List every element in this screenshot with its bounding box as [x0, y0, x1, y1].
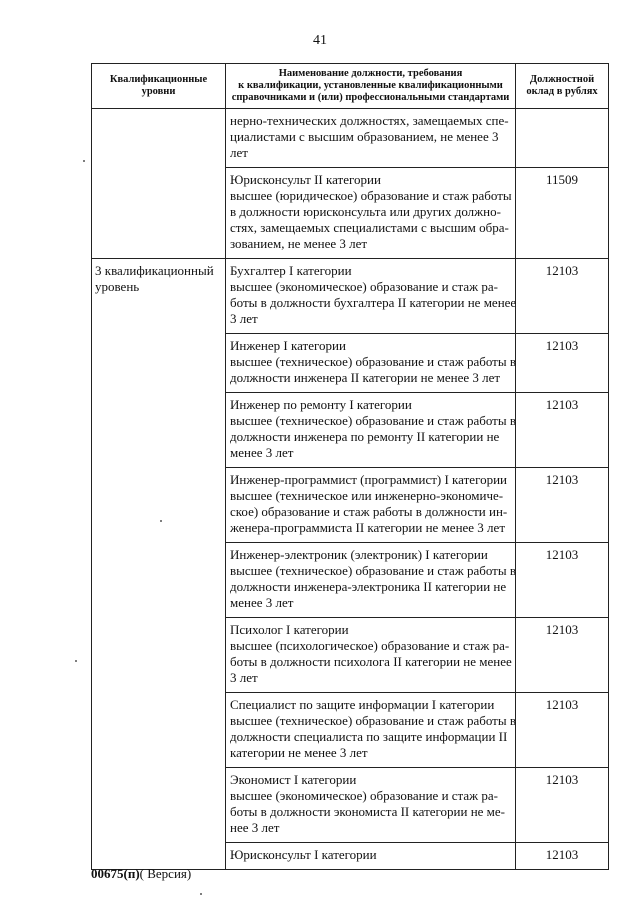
- table-row: [92, 109, 609, 168]
- position-title: Экономист I категории: [230, 772, 357, 788]
- position-title: Юрисконсульт I категории: [230, 847, 377, 863]
- document-code: 00675(п): [91, 866, 140, 881]
- salary-cell: 12103: [516, 543, 609, 618]
- position-title: Психолог I категории: [230, 622, 349, 638]
- position-description-cell: [226, 393, 516, 468]
- description-line: должности инженера-электроника II категории не: [230, 579, 507, 595]
- description-line: ское) образование и стаж работы в должности ин-: [230, 504, 508, 520]
- description-line: высшее (юридическое) образование и стаж работы: [230, 188, 512, 204]
- description-line: должности специалиста по защите информации II: [230, 729, 508, 745]
- description-line: высшее (техническое) образование и стаж работы в: [230, 563, 516, 579]
- description-line: стях, замещаемых специалистами с высшим обра-: [230, 220, 509, 236]
- salary-cell: 12103: [516, 693, 609, 768]
- salary-cell: 12103: [516, 618, 609, 693]
- description-line: должности инженера по ремонту II категории не: [230, 429, 500, 445]
- position-description-cell: [226, 618, 516, 693]
- position-title: Юрисконсульт II категории: [230, 172, 381, 188]
- table-row: [92, 259, 609, 334]
- salary-cell: 12103: [516, 259, 609, 334]
- salary-cell: 12103: [516, 843, 609, 870]
- description-line: боты в должности психолога II категории не менее: [230, 654, 512, 670]
- level-line: уровень: [95, 279, 140, 295]
- description-line: боты в должности бухгалтера II категории не менее: [230, 295, 517, 311]
- position-description-cell: [226, 168, 516, 259]
- description-line: высшее (техническое) образование и стаж работы в: [230, 413, 516, 429]
- header-salary: [516, 64, 609, 109]
- position-description-cell: [226, 334, 516, 393]
- description-line: циалистами с высшим образованием, не менее 3: [230, 129, 499, 145]
- table-header-row: [92, 64, 609, 109]
- header-line: уровни: [141, 86, 176, 98]
- header-line: Наименование должности, требования: [278, 68, 463, 79]
- header-line: к квалификации, установленные квалификационными: [238, 80, 503, 92]
- header-line: Квалификационные: [109, 74, 208, 86]
- salary-cell: 12103: [516, 768, 609, 843]
- description-line: нерно-технических должностях, замещаемых спе-: [230, 113, 509, 129]
- document-footer: [91, 866, 191, 882]
- description-line: менее 3 лет: [230, 445, 294, 461]
- header-line: Должностной: [529, 74, 595, 86]
- position-description-cell: [226, 543, 516, 618]
- position-title: Бухгалтер I категории: [230, 263, 352, 279]
- description-line: зованием, не менее 3 лет: [230, 236, 368, 252]
- position-description-cell: [226, 693, 516, 768]
- document-version: ( Версия): [139, 866, 192, 881]
- salary-cell: 12103: [516, 393, 609, 468]
- description-line: высшее (экономическое) образование и стаж ра-: [230, 279, 498, 295]
- page-number: 41: [313, 33, 327, 48]
- description-line: высшее (экономическое) образование и стаж ра-: [230, 788, 498, 804]
- qualification-level-cell: [92, 259, 226, 870]
- position-description-cell: [226, 259, 516, 334]
- position-description-cell: [226, 468, 516, 543]
- position-title: Специалист по защите информации I категории: [230, 697, 495, 713]
- position-title: Инженер-электроник (электроник) I категории: [230, 547, 488, 563]
- description-line: высшее (техническое или инженерно-экономиче-: [230, 488, 504, 504]
- scan-speck: [75, 660, 77, 662]
- description-line: менее 3 лет: [230, 595, 294, 611]
- salary-cell: [516, 109, 609, 168]
- description-line: женера-программиста II категории не менее 3 лет: [230, 520, 505, 536]
- description-line: нее 3 лет: [230, 820, 280, 836]
- description-line: должности инженера II категории не менее 3 лет: [230, 370, 501, 386]
- salary-cell: 11509: [516, 168, 609, 259]
- description-line: лет: [230, 145, 248, 161]
- description-line: категории не менее 3 лет: [230, 745, 368, 761]
- position-title: Инженер по ремонту I категории: [230, 397, 412, 413]
- description-line: 3 лет: [230, 311, 258, 327]
- position-title: Инженер I категории: [230, 338, 346, 354]
- scan-speck: [83, 160, 85, 162]
- description-line: боты в должности экономиста II категории не ме-: [230, 804, 505, 820]
- position-title: Инженер-программист (программист) I категории: [230, 472, 507, 488]
- salary-cell: 12103: [516, 334, 609, 393]
- header-position-requirements: [226, 64, 516, 109]
- position-description-cell: [226, 843, 516, 870]
- qualification-salary-table: [91, 63, 609, 870]
- scan-speck: [160, 520, 162, 522]
- description-line: высшее (психологическое) образование и стаж ра-: [230, 638, 510, 654]
- description-line: высшее (техническое) образование и стаж работы в: [230, 354, 516, 370]
- position-description-cell: [226, 109, 516, 168]
- description-line: высшее (техническое) образование и стаж работы в: [230, 713, 516, 729]
- description-line: 3 лет: [230, 670, 258, 686]
- qualification-level-cell: [92, 109, 226, 259]
- description-line: в должности юрисконсульта или других должно-: [230, 204, 501, 220]
- header-line: оклад в рублях: [526, 86, 598, 98]
- scan-speck: [200, 893, 202, 895]
- position-description-cell: [226, 768, 516, 843]
- salary-cell: 12103: [516, 468, 609, 543]
- level-line: 3 квалификационный: [95, 263, 214, 279]
- header-qualification-levels: [92, 64, 226, 109]
- header-line: справочниками и (или) профессиональными стандартами: [231, 92, 510, 104]
